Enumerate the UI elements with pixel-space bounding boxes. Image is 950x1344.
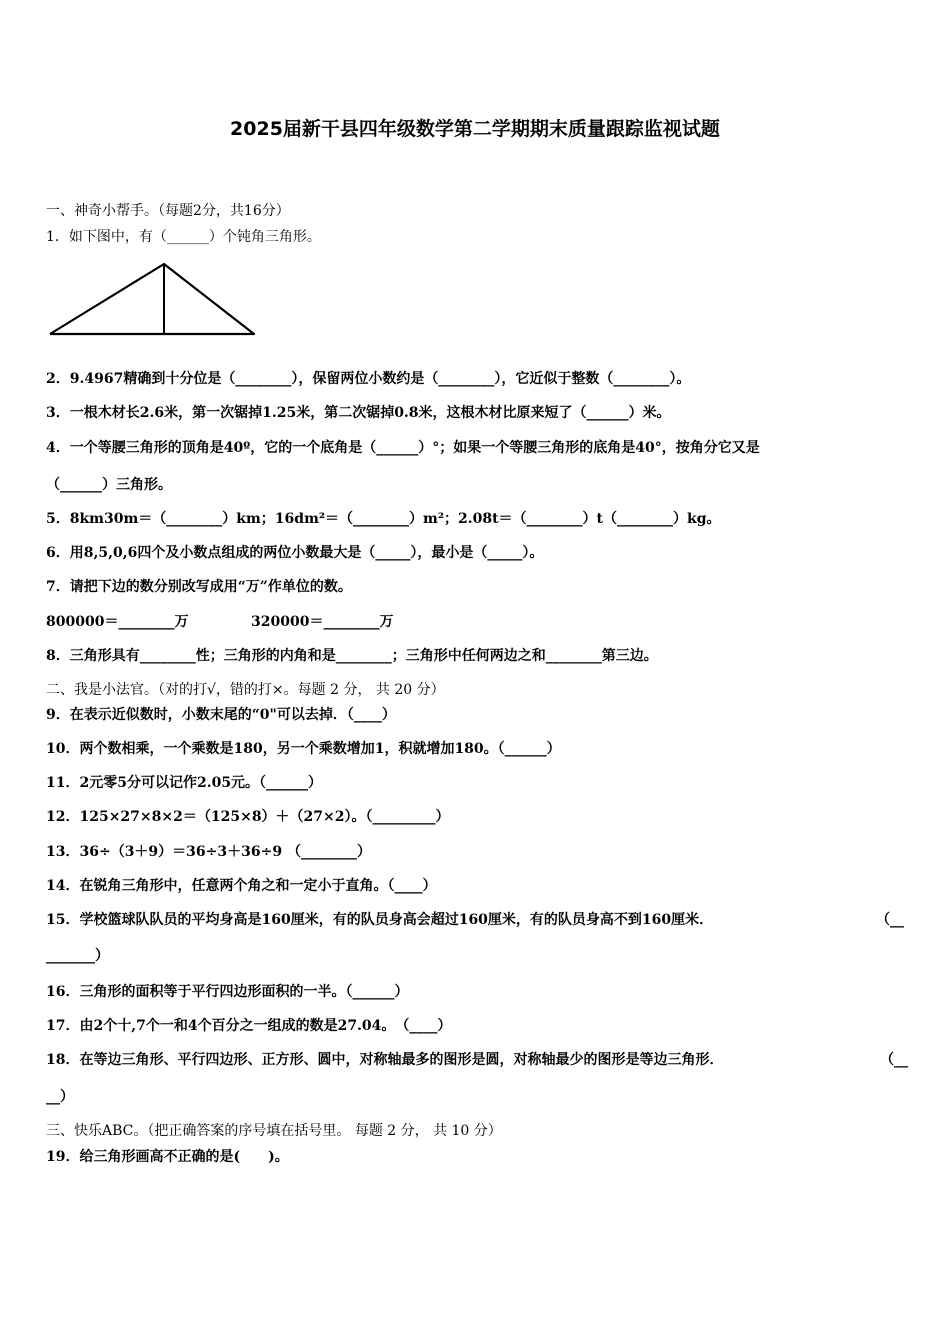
question-12: 12．125×27×8×2＝（125×8）＋（27×2）。（_________） bbox=[46, 809, 450, 825]
question-7a: 800000＝________万 bbox=[46, 614, 189, 630]
question-1: 1．如下图中，有（______）个钝角三角形。 bbox=[46, 229, 321, 245]
question-18-answer-start: （__ bbox=[880, 1052, 908, 1068]
question-15-answer-start: （__ bbox=[876, 912, 904, 928]
question-8: 8．三角形具有________性；三角形的内角和是________；三角形中任何两边之和________第三边。 bbox=[46, 648, 658, 664]
question-17: 17．由2个十,7个一和4个百分之一组成的数是27.04。 （____） bbox=[46, 1018, 452, 1034]
question-7: 7．请把下边的数分别改写成用“万”作单位的数。 bbox=[46, 579, 352, 595]
question-9: 9．在表示近似数时，小数末尾的“0"可以去掉．（____） bbox=[46, 707, 396, 723]
question-6: 6．用8,5,0,6四个及小数点组成的两位小数最大是（_____），最小是（_____）。 bbox=[46, 545, 544, 561]
question-2: 2．9.4967精确到十分位是（________），保留两位小数约是（________），它近似于整数（________）。 bbox=[46, 371, 691, 387]
section-1-heading: 一、神奇小帮手。（每题2分，共16分） bbox=[46, 203, 290, 219]
question-15: 15．学校篮球队队员的平均身高是160厘米，有的队员身高会超过160厘米，有的队员身高不到160厘米． bbox=[46, 912, 714, 928]
question-3: 3．一根木材长2.6米，第一次锯掉1.25米，第二次锯掉0.8米，这根木材比原来短了（______）米。 bbox=[46, 405, 671, 421]
question-16: 16．三角形的面积等于平行四边形面积的一半。（______） bbox=[46, 984, 409, 1000]
question-19: 19．给三角形画高不正确的是( )。 bbox=[46, 1149, 289, 1165]
question-11: 11．2元零5分可以记作2.05元。（______） bbox=[46, 775, 323, 791]
question-5: 5．8km30m＝（________）km；16dm²＝（________）m²；2.08t＝（________）t（________）kg。 bbox=[46, 511, 721, 527]
question-10: 10．两个数相乘，一个乘数是180，另一个乘数增加1，积就增加180。（______） bbox=[46, 741, 561, 757]
question-7b: 320000＝________万 bbox=[251, 614, 394, 630]
section-2-heading: 二、我是小法官。（对的打√，错的打×。每题 2 分， 共 20 分） bbox=[46, 682, 445, 698]
question-4-continued: （______）三角形。 bbox=[46, 477, 172, 493]
question-13: 13．36÷（3＋9）＝36÷3＋36÷9 （________） bbox=[46, 844, 371, 860]
question-14: 14．在锐角三角形中，任意两个角之和一定小于直角。（____） bbox=[46, 878, 437, 894]
question-18: 18．在等边三角形、平行四边形、正方形、圆中，对称轴最多的图形是圆，对称轴最少的图形是等边三角形． bbox=[46, 1052, 724, 1068]
question-4: 4．一个等腰三角形的顶角是40º，它的一个底角是（______）°；如果一个等腰三角形的底角是40°，按角分它又是 bbox=[46, 440, 760, 456]
section-3-heading: 三、快乐ABC。（把正确答案的序号填在括号里。 每题 2 分， 共 10 分） bbox=[46, 1123, 502, 1139]
question-15-answer-end: _______） bbox=[46, 948, 109, 964]
question-18-answer-end: __） bbox=[46, 1089, 74, 1105]
triangle-figure bbox=[46, 258, 258, 340]
page-title: 2025届新干县四年级数学第二学期期末质量跟踪监视试题 bbox=[230, 118, 720, 140]
